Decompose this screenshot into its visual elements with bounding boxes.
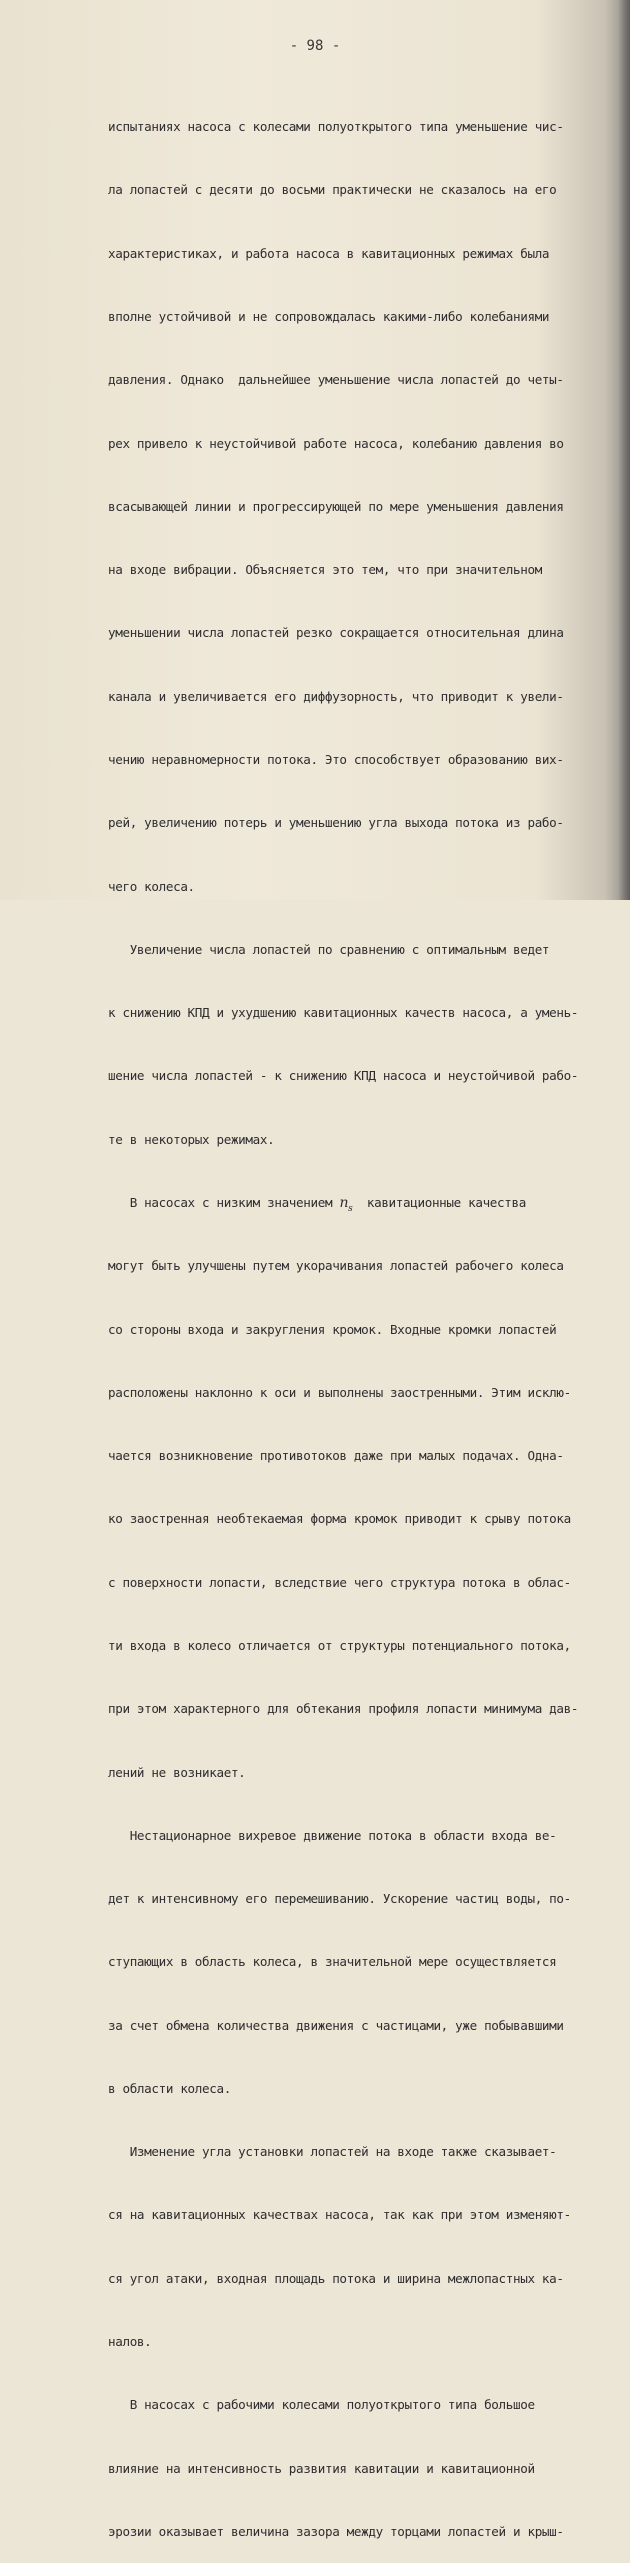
page-number: - 98 -	[289, 38, 341, 54]
body-text	[108, 74, 588, 2563]
text-segment: кавитационные качества	[352, 1194, 526, 1210]
text-line: ся на кавитационных качествах насоса, так как при этом изменяют-	[108, 2207, 571, 2223]
text-line: Изменение угла установки лопастей на входе также сказывает-	[108, 2144, 557, 2160]
text-line: Нестационарное вихревое движение потока в области входа ве-	[108, 1827, 557, 1843]
text-line: на входе вибрации. Объясняется это тем, что при значительном	[108, 562, 542, 578]
text-line: ся угол атаки, входная площадь потока и ширина межлопастных ка-	[108, 2270, 564, 2286]
text-line: канала и увеличивается его диффузорность, что приводит к увели-	[108, 688, 564, 704]
text-line: эрозии оказывает величина зазора между торцами лопастей и крыш-	[108, 2523, 564, 2539]
text-line: испытаниях насоса с колесами полуоткрытого типа уменьшение чис-	[108, 119, 564, 135]
text-line: рех привело к неустойчивой работе насоса, колебанию давления во	[108, 435, 564, 451]
text-line: Увеличение числа лопастей по сравнению с оптимальным ведет	[108, 941, 550, 957]
text-line: лений не возникает.	[108, 1764, 246, 1780]
text-line: ступающих в область колеса, в значительной мере осуществляется	[108, 1954, 557, 1970]
text-line: В насосах с рабочими колесами полуоткрытого типа большое	[108, 2397, 535, 2413]
text-line: влияние на интенсивность развития кавитации и кавитационной	[108, 2460, 535, 2476]
text-line: ла лопастей с десяти до восьми практически не сказалось на его	[108, 182, 557, 198]
text-line: при этом характерного для обтекания профиля лопасти минимума дав-	[108, 1701, 579, 1717]
text-line: к снижению КПД и ухудшению кавитационных качеств насоса, а умень-	[108, 1005, 579, 1021]
text-line: могут быть улучшены путем укорачивания лопастей рабочего колеса	[108, 1258, 564, 1274]
text-line: в области колеса.	[108, 2080, 231, 2096]
formula-symbol: n	[339, 1194, 349, 1211]
text-line: шение числа лопастей - к снижению КПД насоса и неустойчивой рабо-	[108, 1068, 579, 1084]
text-line: расположены наклонно к оси и выполнены заостренными. Этим исклю-	[108, 1384, 571, 1400]
formula-subscript: s	[348, 1203, 353, 1214]
text-line: за счет обмена количества движения с частицами, уже побывавшими	[108, 2017, 564, 2033]
text-line: всасывающей линии и прогрессирующей по мере уменьшения давления	[108, 498, 564, 514]
text-line: чего колеса.	[108, 878, 195, 894]
text-line: с поверхности лопасти, вследствие чего структура потока в облас-	[108, 1574, 571, 1590]
text-line: ти входа в колесо отличается от структуры потенциального потока,	[108, 1637, 571, 1653]
text-line: те в некоторых режимах.	[108, 1131, 275, 1147]
text-line: чается возникновение противотоков даже при малых подачах. Одна-	[108, 1448, 564, 1464]
text-segment: В насосах с низким значением	[108, 1194, 340, 1210]
binding-shadow	[618, 0, 630, 900]
ns-formula	[339, 1194, 353, 1214]
text-line: чению неравномерности потока. Это способствует образованию вих-	[108, 752, 564, 767]
text-line: давления. Однако дальнейшее уменьшение числа лопастей до четы-	[108, 372, 564, 388]
text-line: со стороны входа и закругления кромок. Входные кромки лопастей	[108, 1321, 557, 1337]
text-line-formula	[108, 1192, 588, 1213]
text-line: ко заостренная необтекаемая форма кромок приводит к срыву потока	[108, 1511, 571, 1527]
text-line: рей, увеличению потерь и уменьшению угла выхода потока из рабо-	[108, 815, 564, 831]
text-line: налов.	[108, 2334, 152, 2350]
text-line: вполне устойчивой и не сопровождалась какими-либо колебаниями	[108, 309, 550, 325]
text-line: уменьшении числа лопастей резко сокращается относительная длина	[108, 625, 564, 641]
text-line: дет к интенсивному его перемешиванию. Ускорение частиц воды, по-	[108, 1891, 571, 1907]
text-line: характеристиках, и работа насоса в кавитационных режимах была	[108, 245, 550, 261]
